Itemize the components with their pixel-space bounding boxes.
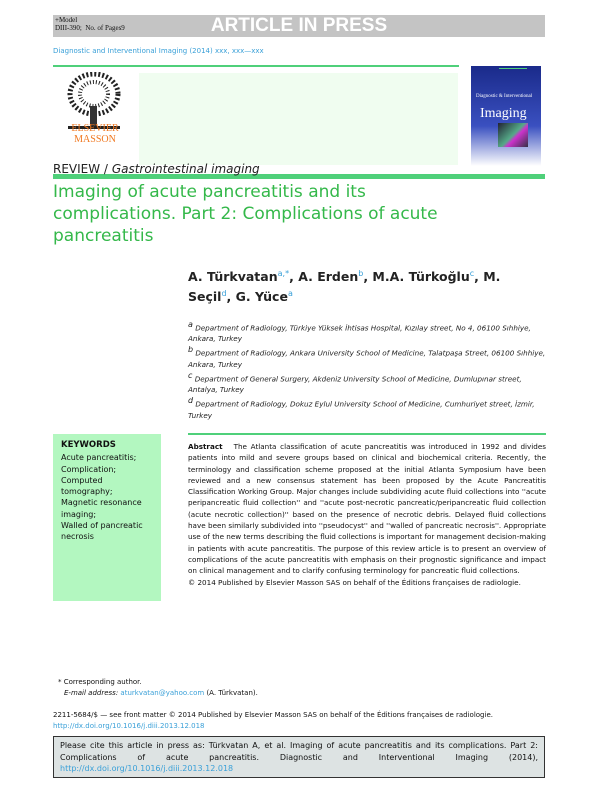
cover-title: Diagnostic & Interventional	[476, 94, 533, 99]
doc-id: DIII-390;	[55, 24, 82, 32]
affiliation: $^d$ Department of Radiology, Dokuz Eylul University School of Medicine, Cumhuriyet street, İzmir, Turkey	[188, 396, 535, 420]
issn-text: 2211-5684/$ — see front matter © 2014 Published by Elsevier Masson SAS on behalf of the Éditions françaises de radiologie.	[53, 711, 493, 719]
abstract	[188, 441, 546, 588]
elsevier-tree-logo	[64, 72, 124, 164]
keyword: Magnetic resonance imaging;	[61, 498, 142, 519]
section-type: REVIEW /	[53, 162, 108, 176]
citation-doi-link[interactable]: http://dx.doi.org/10.1016/j.diii.2013.12.018	[60, 764, 234, 773]
keyword: Complication;	[61, 464, 117, 474]
keywords-heading: KEYWORDS	[61, 440, 116, 450]
keywords-box	[53, 434, 161, 601]
keyword: Computed tomography;	[61, 475, 113, 497]
copyright: © 2014 Published by Elsevier Masson SAS on behalf of the Éditions françaises de radiologie.	[188, 577, 521, 587]
author: M. Seçil$^d$,	[188, 269, 501, 305]
elsevier-masson-wordmark: ELSEVIER MASSON	[71, 123, 119, 145]
abstract-label: Abstract	[188, 442, 223, 451]
footnote	[58, 677, 258, 699]
section-subtype: Gastrointestinal imaging	[111, 162, 260, 176]
cover-imaging: Imaging	[480, 106, 527, 121]
author: A. Erden$^b$,	[298, 269, 373, 285]
header-panel	[139, 73, 458, 165]
doi-link[interactable]: http://dx.doi.org/10.1016/j.diii.2013.12.018	[53, 722, 205, 730]
section-label	[53, 162, 260, 176]
email-owner: (A. Türkvatan).	[206, 689, 258, 697]
cover-image	[498, 123, 528, 147]
abstract-divider	[188, 433, 546, 435]
issn-line	[53, 710, 493, 732]
banner-text: ARTICLE IN PRESS	[210, 15, 388, 36]
article-in-press-banner	[53, 15, 545, 37]
citation-box	[53, 736, 545, 778]
page-count: No. of Pages9	[85, 24, 125, 32]
keyword: Acute pancreatitis;	[61, 453, 137, 463]
author: G. Yüce$^a$	[235, 289, 293, 305]
email-label: E-mail address:	[64, 689, 119, 697]
author: A. Türkvatan$^{a,*}$,	[188, 269, 299, 285]
article-title: Imaging of acute pancreatitis and its complications. Part 2: Complications of acute pancreatitis	[53, 182, 438, 246]
abstract-text: The Atlanta classification of acute pancreatitis was introduced in 1992 and divides patients into mild and severe groups based on clinical and biochemical criteria. Recently, the terminology and classification scheme proposed at the initial Atlanta Symposium have been reviewed and a new consensus statement has been proposed by the Acute Pancreatitis Classification Working Group. Major changes include subdividing acute fluid collections into ''acute peripancreatic fluid collection'' and ''acute post-necrotic pancreatic/peripancreatic fluid collection (acute necrotic collection)'' based on the presence of necrotic debris. Delayed fluid collections have been similarly subdivided into ''pseudocyst'' and ''walled of pancreatic necrosis''. Appropriate use of the new terms describing the fluid collections is important for management decision-making in patients with acute pancreatitis. The purpose of this review article is to present an overview of complications of the acute pancreatitis with emphasis on their prognostic significance and impact on clinical management and to clarify confusing terminology for pancreatic fluid collections.	[188, 442, 546, 576]
affiliation: $^a$ Department of Radiology, Türkiye Yüksek İhtisas Hospital, Kızılay street, No 4, 06100 Sıhhiye, Ankara, Turkey	[188, 320, 531, 344]
affiliation: $^c$ Department of General Surgery, Akdeniz University School of Medicine, Dumlupınar street, Antalya, Turkey	[188, 370, 522, 395]
journal-citation[interactable]: Diagnostic and Interventional Imaging (2014) xxx, xxx—xxx	[53, 47, 264, 55]
email-link[interactable]: aturkvatan@yahoo.com	[120, 689, 205, 697]
author: M.A. Türkoğlu$^c$,	[372, 269, 484, 285]
journal-cover[interactable]	[471, 66, 541, 166]
keyword: Walled of pancreatic necrosis	[61, 521, 143, 542]
divider	[53, 65, 459, 67]
affiliations	[188, 319, 548, 421]
author-list	[188, 265, 548, 305]
citation-text: Please cite this article in press as: Türkvatan A, et al. Imaging of acute pancreatitis and its complications. Part 2: Complications of acute pancreatitis. Diagnostic and Interventional Imaging (2014),	[60, 741, 538, 762]
model-label: +Model	[55, 16, 78, 24]
corresponding-author: * Corresponding author.	[58, 678, 142, 686]
affiliation: $^b$ Department of Radiology, Ankara University School of Medicine, Talatpaşa Street, 06100 Sıhhiye, Ankara, Turkey	[188, 345, 546, 369]
